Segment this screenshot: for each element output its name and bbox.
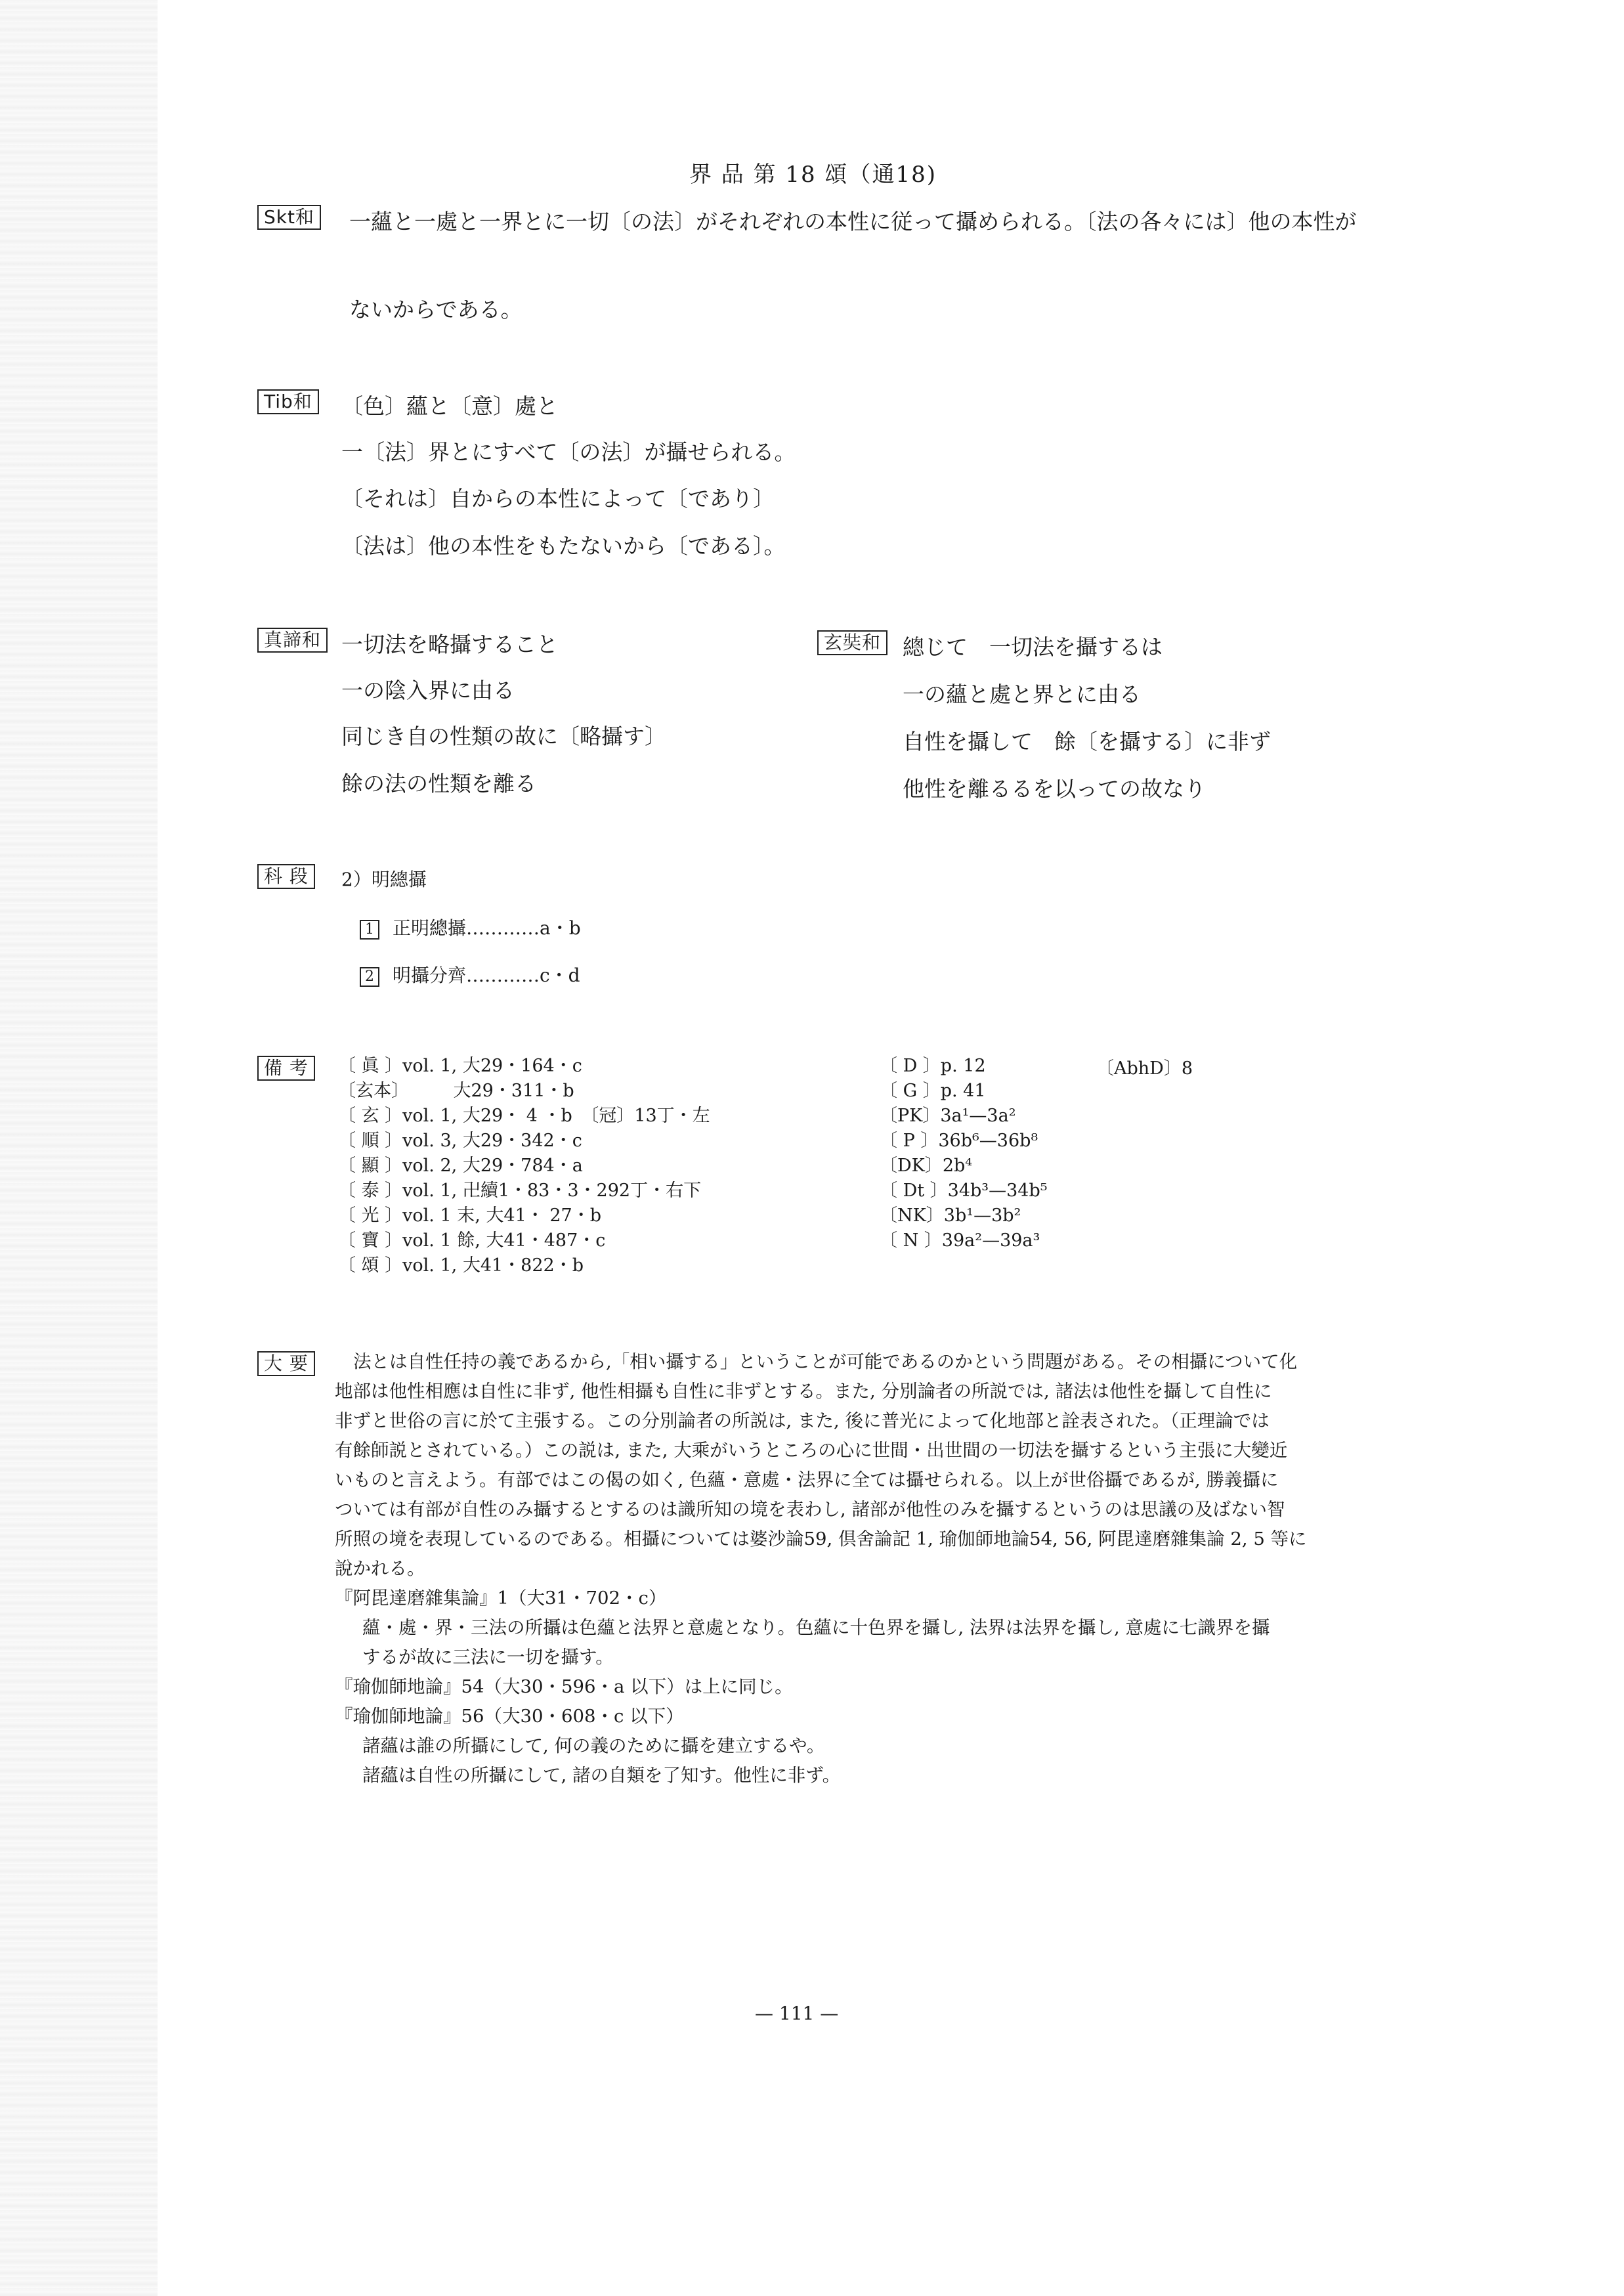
- body-line: 說かれる。: [335, 1558, 425, 1579]
- kadan-item-2: [360, 961, 580, 987]
- tib-line-2: 一〔法〕界とにすべて〔の法〕が攝せられる。: [341, 439, 796, 465]
- body-line: いものと言えよう。有部ではこの偈の如く, 色蘊・意處・法界に全ては攝せられる。以上が世俗攝であるが, 勝義攝に: [335, 1469, 1279, 1490]
- ref-item: 〔PK〕3a¹—3a²: [880, 1106, 1016, 1126]
- quote-line: 諸蘊は誰の所攝にして, 何の義のために攝を建立するや。: [362, 1735, 825, 1756]
- ref-item: 〔 P 〕36b⁶—36b⁸: [880, 1131, 1038, 1151]
- kadan-heading: 2）明總攝: [341, 869, 427, 890]
- biko-left-list: [338, 1054, 710, 1278]
- quote-line: 蘊・處・界・三法の所攝は色蘊と法界と意處となり。色蘊に十色界を攝し, 法界は法界を攝し, 意處に七識界を攝: [362, 1617, 1270, 1638]
- body-line: 地部は他性相應は自性に非ず, 他性相攝も自性に非ずとする。また, 分別論者の所説では, 諸法は他性を攝して自性に: [335, 1381, 1272, 1402]
- body-line: 所照の境を表現しているのである。相攝については婆沙論59, 倶舍論記 1, 瑜伽師地論54, 56, 阿毘達磨雜集論 2, 5 等に: [335, 1528, 1307, 1549]
- quote-line: するが故に三法に一切を攝す。: [362, 1647, 614, 1668]
- taiyo-body: [335, 1347, 1438, 1790]
- ref-item: 〔 Dt 〕34b³—34b⁵: [880, 1180, 1048, 1201]
- taiyo-label: 大 要: [257, 1351, 315, 1376]
- quote-head: 『瑜伽師地論』56（大30・608・c 以下）: [335, 1706, 684, 1727]
- tib-line-4: 〔法は〕他の本性をもたないから〔である〕。: [341, 533, 786, 559]
- ref-item: 〔 眞 〕vol. 1, 大29・164・c: [338, 1056, 582, 1076]
- tib-label: Tib和: [257, 389, 319, 414]
- shintai-line-3: 同じき自の性類の故に〔略攝す〕: [341, 724, 666, 749]
- skt-label: Skt和: [257, 205, 321, 230]
- ref-item: 〔 頌 〕vol. 1, 大41・822・b: [338, 1255, 584, 1276]
- ref-item: 〔玄本〕 大29・311・b: [338, 1081, 574, 1101]
- ref-item: 〔 D 〕p. 12: [880, 1056, 986, 1076]
- tib-line-3: 〔それは〕自からの本性によって〔であり〕: [341, 486, 775, 511]
- page-number: — 111 —: [755, 2003, 839, 2024]
- ref-item: 〔 顯 〕vol. 2, 大29・784・a: [338, 1156, 583, 1176]
- body-line: ついては有部が自性のみ攝するとするのは識所知の境を表わし, 諸部が他性のみを攝するというのは思議の及ばない智: [335, 1499, 1285, 1520]
- ref-item: 〔 N 〕39a²—39a³: [880, 1230, 1040, 1251]
- body-line: 非ずと世俗の言に於て主張する。この分別論者の所説は, また, 後に普光によって化地部と詮表された。（正理論では: [335, 1410, 1270, 1431]
- quote-head: 『瑜伽師地論』54（大30・596・a 以下）は上に同じ。: [335, 1676, 793, 1697]
- ref-item: 〔 玄 〕vol. 1, 大29・ 4 ・b 〔冠〕13丁・左: [338, 1106, 710, 1126]
- body-line: 有餘師説とされている。）この説は, また, 大乘がいうところの心に世間・出世間の一切法を攝するという主張に大變近: [335, 1440, 1288, 1461]
- abhd-ref: 〔AbhD〕8: [1096, 1058, 1193, 1079]
- quote-line: 諸蘊は自性の所攝にして, 諸の自類を了知す。他性に非ず。: [362, 1765, 841, 1786]
- genjo-line-3: 自性を攝して 餘〔を攝する〕に非ず: [903, 729, 1271, 754]
- scan-edge: [0, 0, 158, 2296]
- ref-item: 〔NK〕3b¹—3b²: [880, 1205, 1021, 1226]
- shintai-line-1: 一切法を略攝すること: [341, 632, 558, 657]
- ref-item: 〔DK〕2b⁴: [880, 1156, 973, 1176]
- tib-line-1: 〔色〕蘊と〔意〕處と: [341, 393, 558, 419]
- item-number-box: 2: [360, 967, 379, 987]
- biko-label: 備 考: [257, 1056, 315, 1081]
- ref-item: 〔 泰 〕vol. 1, 卍續1・83・3・292丁・右下: [338, 1180, 702, 1201]
- kadan-item-text: 明攝分齊…………c・d: [393, 964, 580, 986]
- genjo-line-1: 總じて 一切法を攝するは: [903, 634, 1163, 660]
- skt-line-1: 一蘊と一處と一界とに一切〔の法〕がそれぞれの本性に従って攝められる。〔法の各々には〕他の本性が: [349, 209, 1357, 234]
- page-title: 界 品 第 18 頌（通18): [689, 162, 937, 188]
- body-line: 法とは自性任持の義であるから,「相い攝する」ということが可能であるのかという問題がある。その相攝について化: [353, 1351, 1298, 1372]
- genjo-label: 玄奘和: [817, 630, 887, 655]
- genjo-line-4: 他性を離るるを以っての故なり: [903, 776, 1206, 802]
- kadan-item-1: [360, 914, 581, 940]
- skt-line-2: ないからである。: [349, 297, 523, 322]
- ref-item: 〔 順 〕vol. 3, 大29・342・c: [338, 1131, 582, 1151]
- shintai-label: 真諦和: [257, 628, 328, 653]
- ref-item: 〔 寶 〕vol. 1 餘, 大41・487・c: [338, 1230, 606, 1251]
- item-number-box: 1: [360, 920, 379, 940]
- ref-item: 〔 光 〕vol. 1 末, 大41・ 27・b: [338, 1205, 601, 1226]
- shintai-line-2: 一の陰入界に由る: [341, 678, 515, 703]
- ref-item: 〔 G 〕p. 41: [880, 1081, 986, 1101]
- kadan-label: 科 段: [257, 864, 315, 889]
- genjo-line-2: 一の蘊と處と界とに由る: [903, 682, 1141, 707]
- quote-head: 『阿毘達磨雜集論』1（大31・702・c）: [335, 1588, 667, 1609]
- biko-right-list: [880, 1054, 1048, 1253]
- kadan-item-text: 正明總攝…………a・b: [393, 917, 581, 939]
- shintai-line-4: 餘の法の性類を離る: [341, 771, 536, 796]
